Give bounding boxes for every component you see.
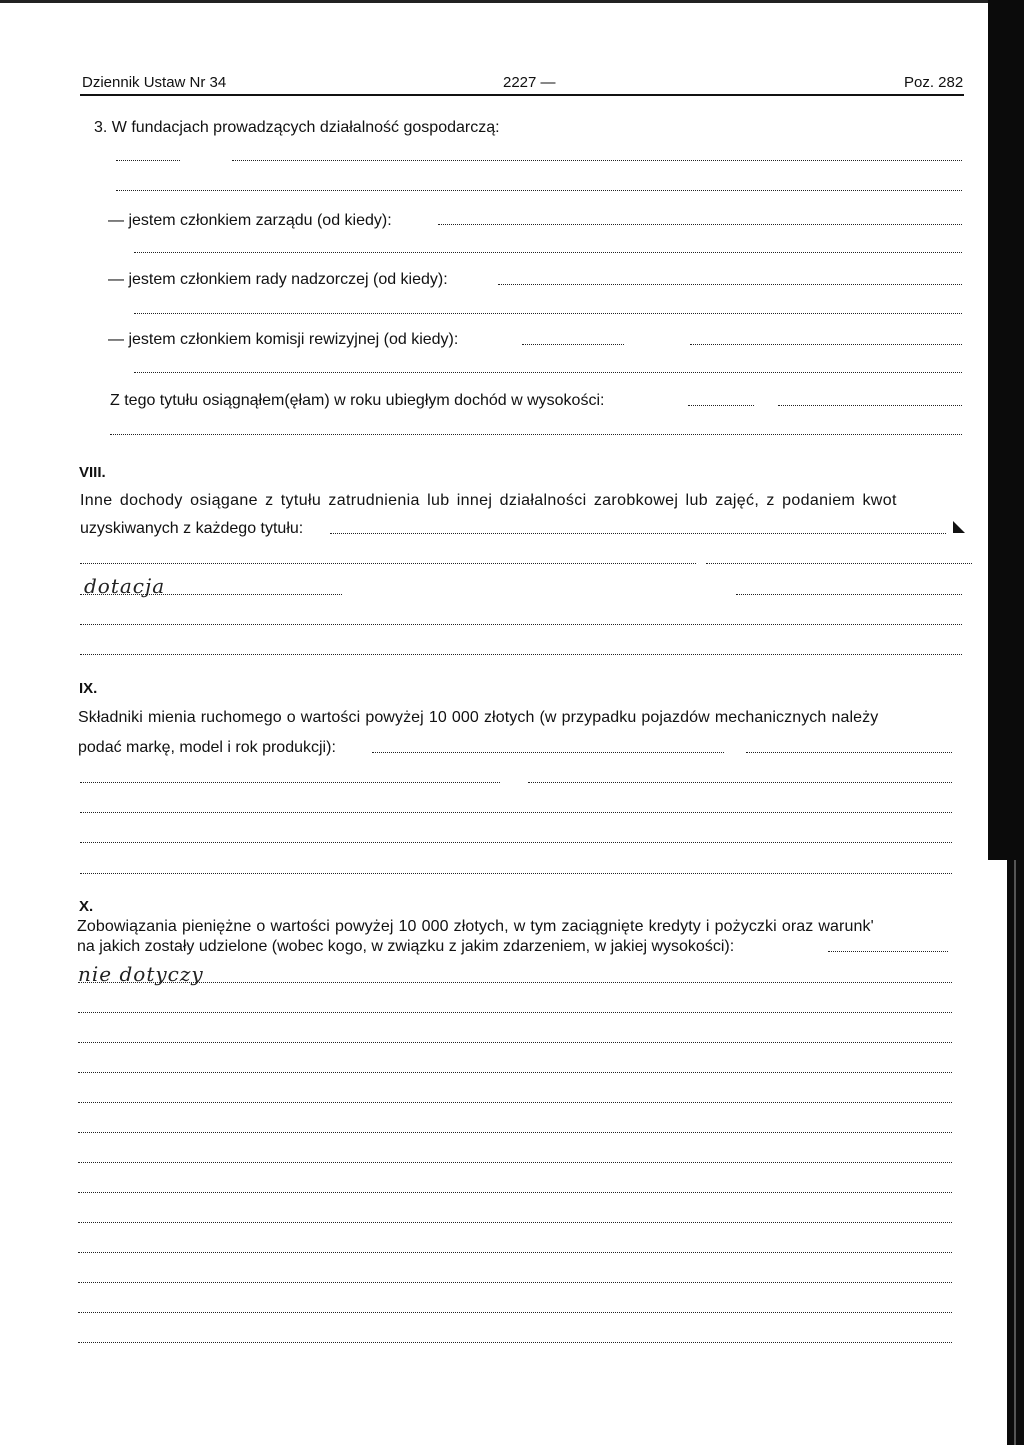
dotted-line xyxy=(78,1102,952,1103)
dotted-line xyxy=(80,563,696,564)
dotted-line xyxy=(778,405,962,406)
handwritten-entry-x: nie dotyczy xyxy=(78,962,204,986)
header-journal: Dziennik Ustaw Nr 34 xyxy=(82,74,227,91)
dotted-line xyxy=(134,372,962,373)
dotted-line xyxy=(746,752,952,753)
dotted-line xyxy=(80,594,342,595)
dotted-line xyxy=(78,982,952,983)
dotted-line xyxy=(706,563,972,564)
dotted-line xyxy=(690,344,962,345)
dotted-line xyxy=(80,624,962,625)
handwritten-entry-viii: dotacja xyxy=(84,574,166,598)
scan-edge-line xyxy=(1014,860,1016,1445)
section-ix-text-2: podać markę, model i rok produkcji): xyxy=(78,739,336,756)
section-viii-text-2: uzyskiwanych z każdego tytułu: xyxy=(80,520,304,537)
dotted-line xyxy=(80,654,962,655)
dotted-line xyxy=(78,1222,952,1223)
section-viii-text-1: Inne dochody osiągane z tytułu zatrudnienia lub innej działalności zarobkowej lub zajęć, z podaniem kwot xyxy=(80,492,897,509)
section-x-text-2: na jakich zostały udzielone (wobec kogo, w związku z jakim zdarzeniem, w jakiej wysokości): xyxy=(77,938,735,955)
foundations-title: 3. W fundacjach prowadzących działalność gospodarczą: xyxy=(94,119,500,136)
header-page-number: 2227 — xyxy=(503,74,556,91)
board-member-label: — jestem członkiem zarządu (od kiedy): xyxy=(108,212,392,229)
dotted-line xyxy=(110,434,962,435)
section-x-number: X. xyxy=(79,898,94,915)
dotted-line xyxy=(78,1162,952,1163)
dotted-line xyxy=(134,252,962,253)
dotted-line xyxy=(688,405,754,406)
dotted-line xyxy=(78,1312,952,1313)
arrow-mark-icon xyxy=(952,520,966,536)
dotted-line xyxy=(78,1132,952,1133)
dotted-line xyxy=(498,284,962,285)
dotted-line xyxy=(80,782,500,783)
section-ix-number: IX. xyxy=(79,680,98,697)
dotted-line xyxy=(438,224,962,225)
scan-edge-top xyxy=(0,0,1024,3)
dotted-line xyxy=(116,190,962,191)
dotted-line xyxy=(78,1192,952,1193)
dotted-line xyxy=(528,782,952,783)
supervisory-board-label: — jestem członkiem rady nadzorczej (od kiedy): xyxy=(108,271,448,288)
dotted-line xyxy=(736,594,962,595)
dotted-line xyxy=(828,951,948,952)
audit-committee-label: — jestem członkiem komisji rewizyjnej (od kiedy): xyxy=(108,331,459,348)
header-position: Poz. 282 xyxy=(904,74,964,91)
section-x-text-1: Zobowiązania pieniężne o wartości powyżej 10 000 złotych, w tym zaciągnięte kredyty i pożyczki oraz warunk' xyxy=(77,918,874,935)
section-viii-number: VIII. xyxy=(79,464,106,481)
dotted-line xyxy=(232,160,962,161)
dotted-line xyxy=(80,873,952,874)
scan-edge-right xyxy=(988,0,1024,860)
dotted-line xyxy=(372,752,724,753)
dotted-line xyxy=(78,1252,952,1253)
dotted-line xyxy=(78,1342,952,1343)
dotted-line xyxy=(78,1282,952,1283)
dotted-line xyxy=(116,160,180,161)
dotted-line xyxy=(80,812,952,813)
dotted-line xyxy=(78,1042,952,1043)
dotted-line xyxy=(330,533,946,534)
dotted-line xyxy=(78,1072,952,1073)
section-ix-text-1: Składniki mienia ruchomego o wartości powyżej 10 000 złotych (w przypadku pojazdów mechanicznych należy xyxy=(78,709,879,726)
dotted-line xyxy=(134,313,962,314)
dotted-line xyxy=(522,344,624,345)
income-label: Z tego tytułu osiągnąłem(ęłam) w roku ubiegłym dochód w wysokości: xyxy=(110,392,605,409)
dotted-line xyxy=(80,842,952,843)
header-rule xyxy=(80,94,964,96)
dotted-line xyxy=(78,1012,952,1013)
